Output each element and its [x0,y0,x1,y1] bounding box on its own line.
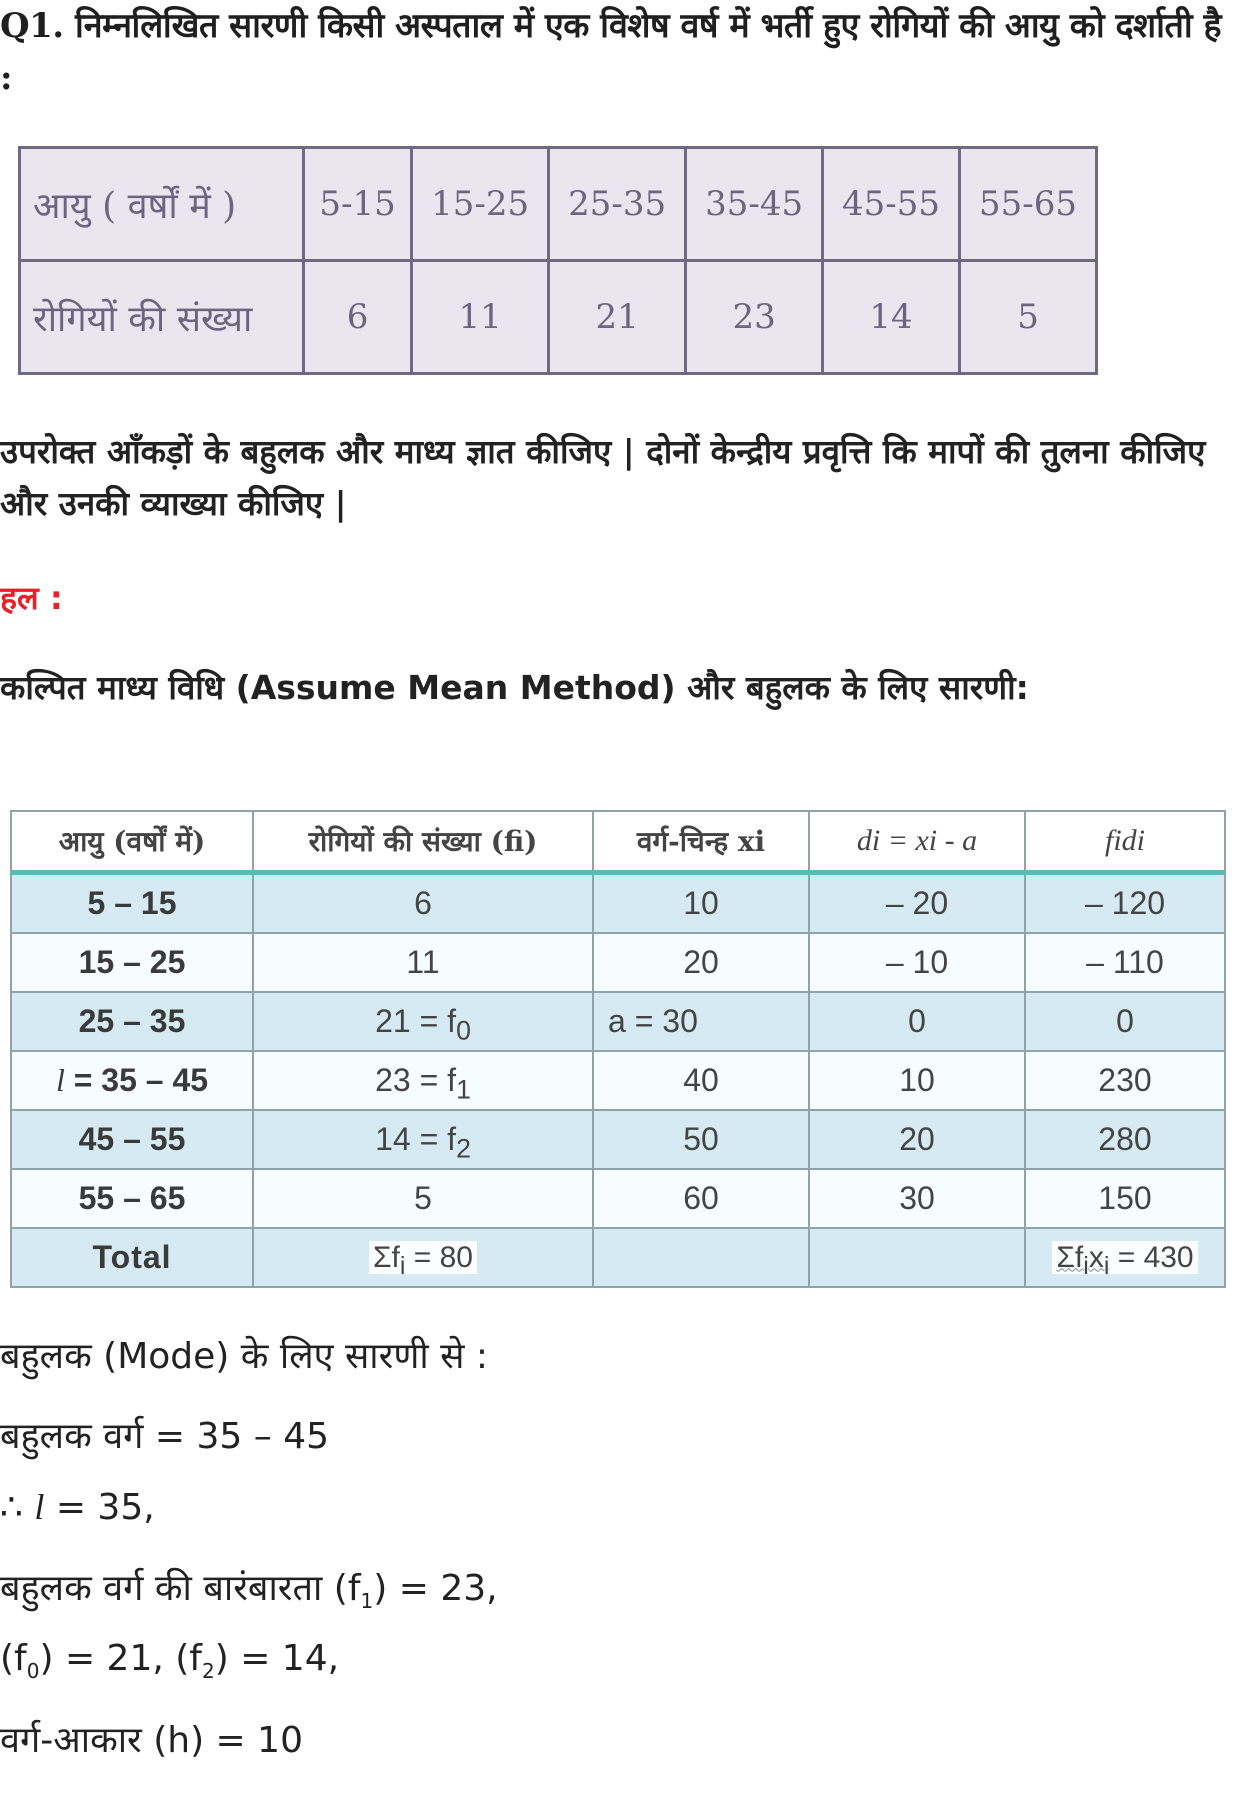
count-cell: 21 [549,261,686,374]
frequency-cell: 6 [253,873,593,934]
modal-class: बहुलक वर्ग = 35 – 45 [0,1416,330,1457]
age-group-cell: 45-55 [823,148,960,261]
therefore-symbol: ∴ [0,1487,35,1528]
sum-value: = 430 [1109,1240,1194,1274]
instruction-text: उपरोक्त आँकड़ों के बहुलक और माध्य ज्ञात कीजिए | दोनों केन्द्रीय प्रवृत्ति कि मापों की तुलना कीजिए और उनकी व्याख्या कीजिए | [0,432,1206,523]
f2-subscript: 2 [201,1659,215,1684]
frequency-subscript: 1 [456,1074,471,1105]
age-cell: 15 – 25 [11,933,253,992]
empty-cell [809,1228,1025,1287]
deviation-cell: – 10 [809,933,1025,992]
class-mark-cell: 50 [593,1110,809,1169]
table-row [11,992,1225,1051]
frequency-cell [253,1110,593,1169]
sum-fx-cell [1025,1228,1225,1287]
f2-value: ) = 14, [214,1638,340,1679]
deviation-cell: 0 [809,992,1025,1051]
header-age: आयु (वर्षों में) [11,811,253,873]
header-count [253,811,593,873]
deviation-cell: 20 [809,1110,1025,1169]
f0-subscript: 0 [26,1659,40,1684]
row-header-count: रोगियों की संख्या [20,261,304,374]
total-label: Total [11,1228,253,1287]
sigma-symbol: Σf [372,1240,400,1274]
age-cell [11,1051,253,1110]
fd-cell: 0 [1025,992,1225,1051]
sum-subscript: i [1083,1251,1089,1280]
table-header-row [11,811,1225,873]
table-row-age [20,148,1097,261]
header-class-mark: वर्ग-चिन्ह xi [593,811,809,873]
f0-label: (f [0,1638,27,1679]
fd-cell: 230 [1025,1051,1225,1110]
total-row [11,1228,1225,1287]
fd-cell: 150 [1025,1169,1225,1228]
age-group-cell: 5-15 [304,148,412,261]
age-group-cell: 15-25 [412,148,549,261]
count-cell: 14 [823,261,960,374]
frequency-subscript: 2 [456,1133,471,1164]
frequency-cell [253,1051,593,1110]
empty-cell [593,1228,809,1287]
class-mark-cell: 60 [593,1169,809,1228]
sum-value: = 80 [405,1240,473,1274]
frequency-subscript: 0 [456,1015,471,1046]
header-deviation: di = xi - a [809,811,1025,873]
age-cell: 55 – 65 [11,1169,253,1228]
header-fidi: fidi [1025,811,1225,873]
fd-cell: – 110 [1025,933,1225,992]
count-cell: 5 [960,261,1097,374]
lower-limit-symbol: l [34,1487,45,1527]
age-value: = 35 – 45 [64,1062,209,1098]
mode-intro: बहुलक (Mode) के लिए सारणी से : [0,1336,489,1377]
frequency-cell [253,992,593,1051]
assumed-mean-table [10,810,1226,1288]
lower-limit-symbol: l [55,1062,65,1098]
sum-fx-symbol [1056,1240,1110,1280]
f1-label: बहुलक वर्ग की बारंबारता (f [0,1568,361,1609]
age-group-cell: 25-35 [549,148,686,261]
frequency-value: 23 = f [375,1062,457,1098]
f1-subscript: 1 [360,1589,374,1614]
age-group-cell: 55-65 [960,148,1097,261]
age-group-cell: 35-45 [686,148,823,261]
table-row [11,933,1225,992]
lower-limit-line [0,1486,155,1528]
age-cell: 5 – 15 [11,873,253,934]
sum-subscript: i [1103,1251,1110,1280]
row-header-age: आयु ( वर्षों में ) [20,148,304,261]
age-cell: 25 – 35 [11,992,253,1051]
f1-line [0,1562,498,1614]
deviation-cell: 10 [809,1051,1025,1110]
sigma-symbol: Σf [1056,1240,1084,1274]
deviation-cell: – 20 [809,873,1025,934]
table-row-count [20,261,1097,374]
deviation-cell: 30 [809,1169,1025,1228]
lower-limit-value: = 35, [44,1487,155,1528]
method-heading: कल्पित माध्य विधि (Assume Mean Method) और बहुलक के लिए सारणी: [0,668,1029,707]
f0-f2-line [0,1638,340,1684]
header-count-label: रोगियों की संख्या (fi) [308,825,538,858]
class-mark-cell: a = 30 [593,992,809,1051]
age-distribution-table [18,146,1098,375]
table-row [11,873,1225,934]
class-size: वर्ग-आकार (h) = 10 [0,1720,303,1761]
sum-frequency [369,1240,477,1280]
fd-cell: 280 [1025,1110,1225,1169]
count-cell: 6 [304,261,412,374]
table-row [11,1110,1225,1169]
class-mark-cell: 10 [593,873,809,934]
f1-value: ) = 23, [373,1568,498,1609]
frequency-value: 14 = f [375,1121,457,1157]
question-number: Q1. [0,6,64,46]
question-text [0,0,1236,104]
count-cell: 11 [412,261,549,374]
fd-cell: – 120 [1025,873,1225,934]
frequency-cell: 5 [253,1169,593,1228]
frequency-value: 21 = f [375,1003,457,1039]
sum-subscript: i [399,1251,406,1280]
x-symbol: x [1088,1240,1104,1274]
f0-f2-mid: ) = 21, (f [39,1638,202,1679]
question-body: निम्नलिखित सारणी किसी अस्पताल में एक विशेष वर्ष में भर्ती हुए रोगियों की आयु को दर्शाती है : [0,6,1222,98]
count-cell: 23 [686,261,823,374]
frequency-cell: 11 [253,933,593,992]
solution-label: हल : [0,579,63,617]
class-mark-cell: 20 [593,933,809,992]
table-row [11,1051,1225,1110]
class-mark-cell: 40 [593,1051,809,1110]
sum-fx [1052,1240,1197,1280]
table-row [11,1169,1225,1228]
sum-frequency-cell [253,1228,593,1287]
age-cell: 45 – 55 [11,1110,253,1169]
